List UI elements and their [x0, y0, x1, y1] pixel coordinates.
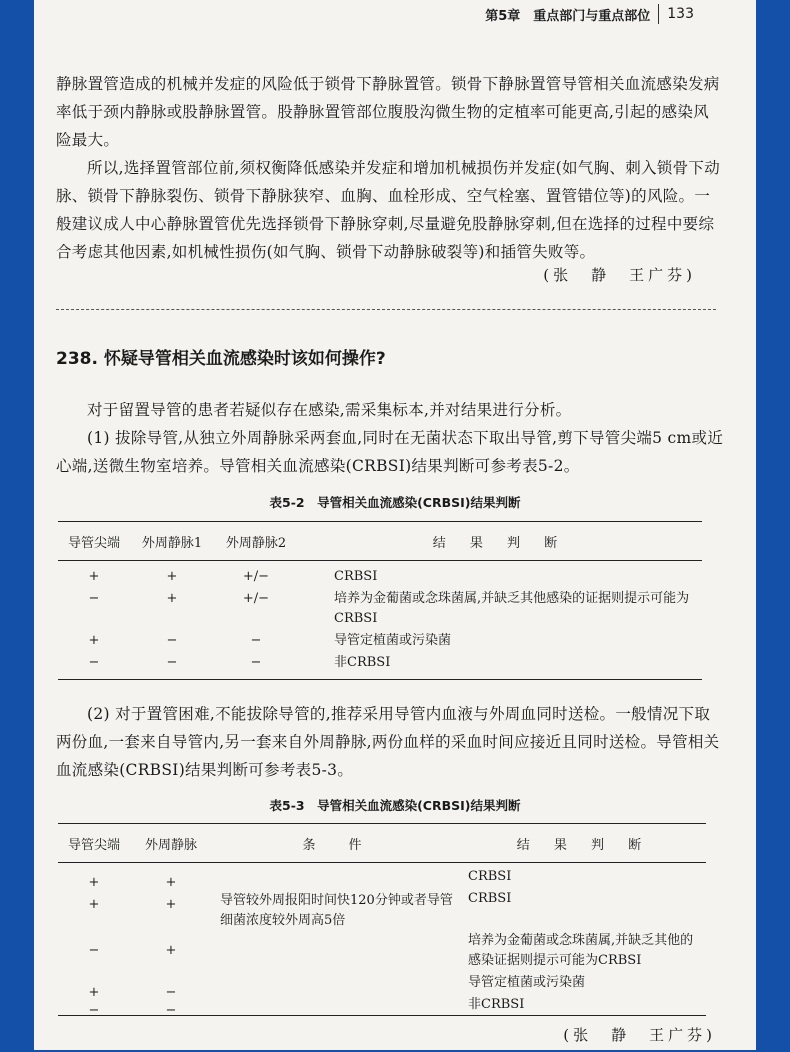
table-row — [58, 631, 702, 651]
table1-header-tip: 导管尖端 — [67, 535, 120, 551]
question-title: 238. 怀疑导管相关血流感染时该如何操作? — [56, 349, 386, 369]
question-paragraph-1: 对于留置导管的患者若疑似存在感染,需采集标本,并对结果进行分析。 — [87, 401, 572, 419]
intro-paragraph-1: 静脉置管造成的机械并发症的风险低于锁骨下静脉置管。锁骨下静脉置管导管相关血流感染发病率低于颈内静脉或股静脉置管。股静脉置管部位腹股沟微生物的定植率可能更高,引起的感染风险最大。 — [56, 75, 720, 149]
table2-body — [58, 863, 706, 1018]
table-cell: 导管定植菌或污染菌 — [334, 633, 452, 648]
table1 — [58, 521, 702, 680]
table2 — [58, 823, 706, 1016]
table-cell: − — [250, 633, 262, 648]
table-cell: + — [165, 897, 177, 912]
table-cell: + — [88, 875, 100, 890]
author-signature-2: (张 静 王广芬) — [563, 1026, 716, 1044]
question-paragraph-2: (1) 拔除导管,从独立外周静脉采两套血,同时在无菌状态下取出导管,剪下导管尖端5 cm或近心端,送微生物室培养。导管相关血流感染(CRBSI)结果判断可参考表5-2。 — [56, 429, 724, 475]
table-cell: 培养为金葡菌或念珠菌属,并缺乏其他的感染证据则提示可能为CRBSI — [468, 933, 694, 968]
table2-header-tip: 导管尖端 — [67, 837, 120, 853]
table2-header-row — [58, 824, 706, 863]
table-row — [58, 567, 702, 587]
table-cell: +/− — [242, 569, 270, 584]
table-cell: + — [166, 569, 178, 584]
table1-body — [58, 561, 702, 679]
table-cell: 非CRBSI — [334, 655, 391, 670]
author-signature-1: (张 静 王广芬) — [543, 266, 696, 284]
table-cell: 培养为金葡菌或念珠菌属,并缺乏其他感染的证据则提示可能为CRBSI — [334, 591, 690, 626]
table1-header-row — [58, 522, 702, 561]
table-cell: − — [165, 1003, 177, 1018]
header-divider — [658, 4, 659, 24]
chapter-title: 第5章 重点部门与重点部位 — [485, 8, 651, 24]
table-cell: + — [88, 897, 100, 912]
table2-header-condition: 条 件 — [302, 837, 372, 853]
page-number: 133 — [667, 6, 694, 22]
table-cell: +/− — [242, 591, 270, 606]
section-divider — [56, 309, 716, 310]
table-cell: + — [165, 875, 177, 890]
intro-text — [56, 70, 724, 266]
table1-caption: 表5-2 导管相关血流感染(CRBSI)结果判断 — [269, 495, 521, 510]
table2-condition-cell: 导管较外周报阳时间快120分钟或者导管细菌浓度较外周高5倍 — [220, 893, 453, 928]
table-cell: + — [166, 591, 178, 606]
table-cell: CRBSI — [468, 869, 512, 884]
running-header — [485, 4, 694, 24]
table-cell: − — [88, 943, 100, 958]
table-cell: − — [165, 985, 177, 1000]
table-cell: + — [88, 985, 100, 1000]
table-cell: + — [165, 943, 177, 958]
table-cell: − — [88, 1003, 100, 1018]
table-row — [58, 653, 702, 673]
table-cell: CRBSI — [468, 891, 512, 906]
book-page — [34, 0, 756, 1050]
table1-header-peripheral1: 外周静脉1 — [141, 535, 203, 551]
intro-paragraph-2: 所以,选择置管部位前,须权衡降低感染并发症和增加机械损伤并发症(如气胸、刺入锁骨下动脉、锁骨下静脉裂伤、锁骨下静脉狭窄、血胸、血栓形成、空气栓塞、置管错位等)的风险。一般建议成人中心静脉置管优先选择锁骨下静脉穿刺,尽量避免股静脉穿刺,但在选择的过程中要综合考虑其他因素,如机械性损伤(如气胸、锁骨下动静脉破裂等)和插管失败等。 — [56, 159, 721, 261]
table1-header-result: 结 果 判 断 — [432, 535, 568, 551]
question-text — [56, 396, 724, 480]
table2-caption: 表5-3 导管相关血流感染(CRBSI)结果判断 — [269, 798, 521, 813]
table1-header-peripheral2: 外周静脉2 — [225, 535, 287, 551]
table-cell: 非CRBSI — [468, 997, 525, 1012]
table-cell: − — [250, 655, 262, 670]
table-cell: − — [88, 591, 100, 606]
question-text-2 — [56, 700, 724, 784]
question-paragraph-3: (2) 对于置管困难,不能拔除导管的,推荐采用导管内血液与外周血同时送检。一般情况下取两份血,一套来自导管内,另一套来自外周静脉,两份血样的采血时间应接近且同时送检。导管相关血流感染(CRBSI)结果判断可参考表5-3。 — [56, 705, 720, 779]
table2-header-result: 结 果 判 断 — [516, 837, 652, 853]
table-cell: − — [88, 655, 100, 670]
table-cell: + — [88, 569, 100, 584]
table-cell: − — [166, 655, 178, 670]
table-cell: + — [88, 633, 100, 648]
table-cell: 导管定植菌或污染菌 — [468, 975, 586, 990]
table2-header-peripheral: 外周静脉 — [144, 837, 197, 853]
table-cell: CRBSI — [334, 569, 378, 584]
table-cell: − — [166, 633, 178, 648]
table-row — [58, 589, 702, 629]
